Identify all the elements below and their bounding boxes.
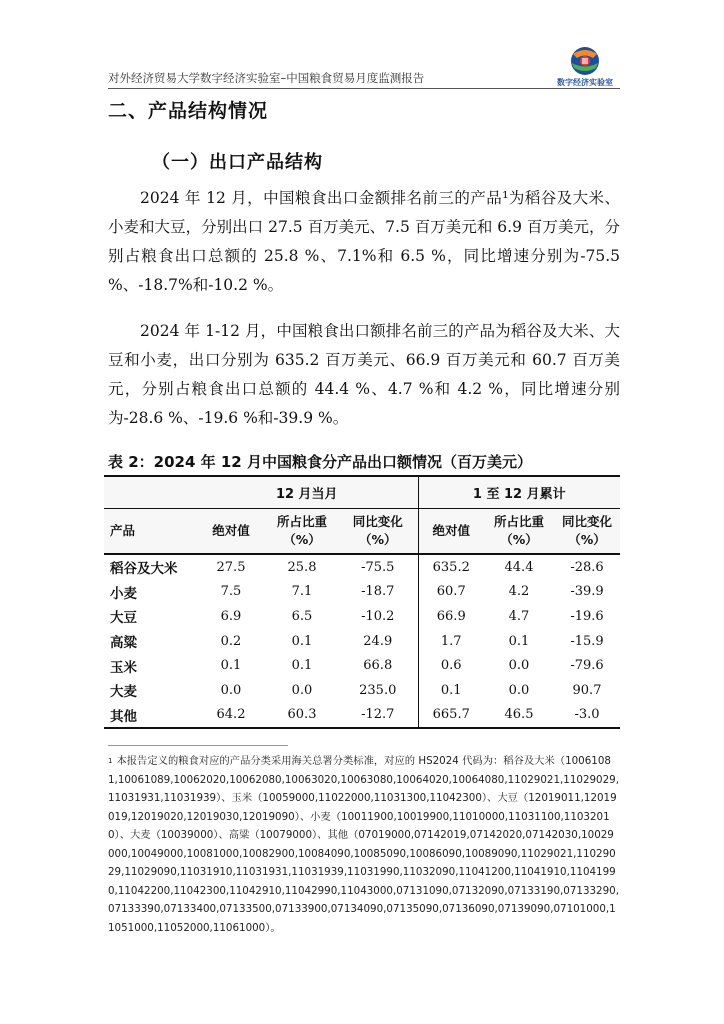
- value-cell: 64.2: [196, 703, 266, 729]
- value-cell: 635.2: [432, 559, 470, 575]
- table-row: [104, 554, 620, 580]
- value-cell: -18.7: [338, 580, 418, 605]
- value-cell: 0.2: [220, 633, 242, 649]
- value-cell: 0.1: [508, 633, 530, 649]
- value-cell: -10.2: [338, 604, 418, 629]
- value-cell: 0.0: [220, 682, 242, 698]
- value-cell: 7.1: [291, 584, 313, 600]
- value-cell: 665.7: [418, 703, 484, 729]
- product-cell: 大麦: [110, 684, 137, 701]
- value-cell: 6.5: [291, 608, 313, 624]
- group-header-cumulative: 1 至 12 月累计: [418, 476, 620, 509]
- report-header: 对外经济贸易大学数字经济实验室–中国粮食贸易月度监测报告: [108, 71, 425, 85]
- header-divider: [108, 88, 620, 89]
- product-cell: 玉米: [110, 659, 137, 676]
- col-header: 同比变化 （%）: [554, 509, 620, 555]
- value-cell: 66.9: [436, 608, 466, 624]
- value-cell: 0.1: [440, 682, 462, 698]
- export-table: [104, 475, 620, 729]
- col-header: 绝对值: [418, 509, 484, 555]
- value-cell: 235.0: [338, 678, 418, 703]
- value-cell: 6.9: [220, 608, 242, 624]
- globe-icon: [552, 44, 618, 78]
- product-cell: 高粱: [110, 635, 137, 652]
- col-header: 所占比重 （%）: [266, 509, 338, 555]
- lab-logo: [552, 44, 618, 90]
- value-cell: 25.8: [287, 559, 317, 575]
- value-cell: 44.4: [504, 559, 534, 575]
- product-cell: 大豆: [110, 610, 137, 627]
- table-row: [104, 703, 620, 729]
- value-cell: 60.3: [266, 703, 338, 729]
- value-cell: -12.7: [338, 703, 418, 729]
- value-cell: 0.0: [508, 658, 530, 674]
- section-title: 二、产品结构情况: [108, 100, 269, 122]
- value-cell: 0.0: [508, 682, 530, 698]
- col-header: 同比变化 （%）: [338, 509, 418, 555]
- paragraph-monthly: 2024 年 12 月，中国粮食出口金额排名前三的产品¹为稻谷及大米、小麦和大豆，分别出口 27.5 百万美元、7.5 百万美元和 6.9 百万美元，分别占粮食出口总额的 25.8 %、7.1%和 6.5 %，同比增速分别为-75.5 %、-18.7%和-10.2 %。: [108, 189, 620, 294]
- value-cell: -15.9: [570, 633, 604, 649]
- value-cell: 24.9: [338, 629, 418, 654]
- value-cell: 0.1: [291, 658, 313, 674]
- value-cell: 4.2: [508, 584, 530, 600]
- value-cell: -19.6: [570, 608, 604, 624]
- value-cell: 1.7: [440, 633, 462, 649]
- col-header: 所占比重 （%）: [484, 509, 554, 555]
- value-cell: -75.5: [338, 554, 418, 580]
- value-cell: 46.5: [484, 703, 554, 729]
- product-cell: 小麦: [110, 585, 137, 602]
- subsection-title: （一）出口产品结构: [152, 152, 323, 173]
- value-cell: -3.0: [554, 703, 620, 729]
- value-cell: -28.6: [570, 559, 604, 575]
- logo-caption: 数字经济实验室: [557, 78, 613, 87]
- footnote-text: 本报告定义的粮食对应的产品分类采用海关总署分类标准，对应的 HS2024 代码为：稻谷及大米（10061081,10061089,10062020,10062080,10063020,10063080,10064020,10064080,11029021,11029029,11031931,11031939）、玉米（10059000,11022000,11031300,11042300）、大豆（12019011,12019019,12019020,12019030,12019090）、小麦（10011900,10019900,11010000,11031100,11032010）、大麦（10039000）、高粱（10079000）、其他（07019000,07142019,07142020,07142030,10029000,10049000,10081000,10082900,10084090,10085090,10086090,10089090,11029021,11029029,11029090,11031910,11031931,11031939,11031990,11032090,11041200,11041910,11041990,11042200,11042300,11042910,11042990,11043000,07131090,07132090,07133190,07133290,07133390,07133400,07133500,07133900,07134090,07135090,07136090,07139090,07101000,11051000,11052000,11061000）。: [108, 755, 619, 934]
- footnote-marker: 1: [108, 757, 113, 765]
- table-row: [104, 629, 620, 654]
- group-header-month: 12 月当月: [196, 476, 418, 509]
- value-cell: 90.7: [572, 682, 602, 698]
- value-cell: 0.6: [440, 658, 462, 674]
- table-row: [104, 604, 620, 629]
- value-cell: 4.7: [508, 608, 530, 624]
- product-cell: 其他: [104, 703, 196, 729]
- value-cell: 0.0: [291, 682, 313, 698]
- header-blank: [104, 476, 196, 509]
- value-cell: 27.5: [216, 559, 246, 575]
- table-row: [104, 580, 620, 605]
- value-cell: 7.5: [220, 584, 242, 600]
- value-cell: 0.1: [291, 633, 313, 649]
- table-row: [104, 678, 620, 703]
- value-cell: -79.6: [570, 658, 604, 674]
- product-cell: 稻谷及大米: [110, 561, 178, 578]
- footnote-divider: [108, 745, 288, 746]
- value-cell: 60.7: [436, 584, 466, 600]
- value-cell: -39.9: [570, 584, 604, 600]
- table-row: [104, 653, 620, 678]
- value-cell: 66.8: [338, 653, 418, 678]
- paragraph-annual: 2024 年 1-12 月，中国粮食出口额排名前三的产品为稻谷及大米、大豆和小麦，出口分别为 635.2 百万美元、66.9 百万美元和 60.7 百万美元，分别占粮食出口总额的 44.4 %、4.7 %和 4.2 %，同比增速分别为-28.6 %、-19.6 %和-39.9 %。: [108, 322, 620, 427]
- value-cell: 0.1: [220, 658, 242, 674]
- product-header: 产品: [104, 509, 196, 555]
- footnote: [108, 752, 620, 937]
- table-caption: 表 2：2024 年 12 月中国粮食分产品出口额情况（百万美元）: [108, 453, 532, 471]
- col-header: 绝对值: [196, 509, 266, 555]
